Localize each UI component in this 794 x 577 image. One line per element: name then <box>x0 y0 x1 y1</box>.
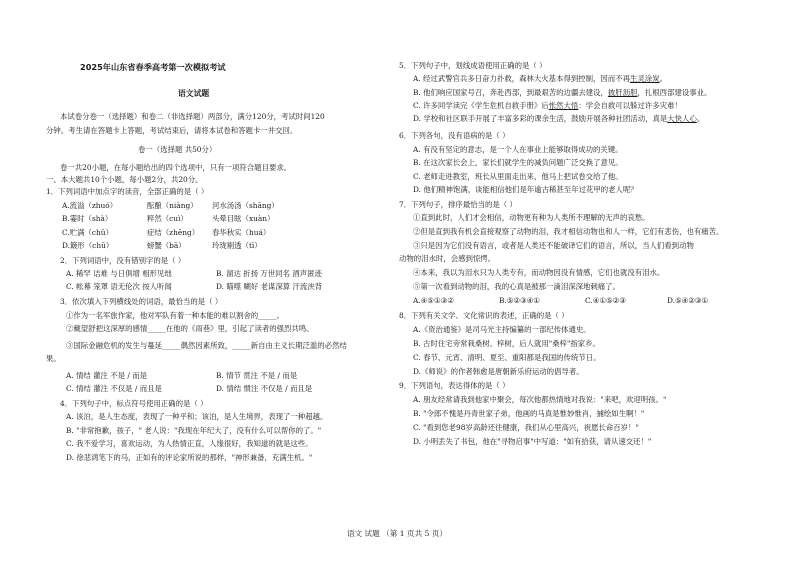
q2-stem: 2．下列词语中，没有错别字的是（ ） <box>60 256 186 265</box>
q9-option-a: A. 朋友经常请我到他家中聚会，每次他都热情地对我说："来吧，欢迎明孩。" <box>413 395 667 404</box>
q5-option-b: B. 他们响应国家号召，奔赴西部，到最艰苦的边疆去建设，披肝沥胆，扎根西部建设事业。 <box>413 88 712 97</box>
q5-stem: 5．下列句子中，划线成语使用正确的是（ ） <box>399 61 547 70</box>
q5-option-d: D. 学校和社区联手开展了丰富多彩的课余生活，鼓励开展各种社团活动，真是大快人心。 <box>413 114 705 123</box>
q1-stem: 1．下列词语中加点字的读音，全部正确的是（ ） <box>46 187 209 196</box>
q8-option-d: D.《师说》的作者韩愈是唐朝新乐府运动的倡导者。 <box>413 367 584 376</box>
subject-title: 语文试题 <box>178 89 210 98</box>
intro-line-1: 本试卷分卷一（选择题）和卷二（非选择题）两部分，满分120分，考试时间120 <box>60 112 325 121</box>
q7-line-6: ⑤第一次看到动物的泪，我的心真是被那一滴泪深深地刺痛了。 <box>413 282 620 291</box>
q2-option-c: C. 帐幕 笼罩 语无伦次 按人听闻 <box>66 282 172 291</box>
q6-option-b: B. 在这次家长会上，家长们就学生的减负问题广泛交换了意见。 <box>413 158 623 167</box>
q1-c-2: 症结（zhēng） <box>147 228 200 237</box>
q7-option-c: C.④①⑤②③ <box>585 296 626 305</box>
q9-option-d: D. 小明丢失了书包，他在"寻物启事"中写道："如有拾获，请从速交还！" <box>413 437 652 446</box>
q9-option-c: C. "看到您老98岁高龄还往健康，我们从心里高兴，祝愿长命百岁！" <box>413 423 639 432</box>
q7-line-3: ③只是因为它们没有语言，或者是人类还不能破译它们的语言，所以，当人们看到动物 <box>413 241 694 250</box>
q6-option-d: D. 他们精神饱满，谈能相信他们是年逾古稀甚至年过花甲的老人呢？ <box>413 185 638 194</box>
q2-option-d: D. 瞄噬 糊好 老谋深算 汗流浃背 <box>216 282 323 291</box>
part-heading: 一、本大题共10个小题，每小题2分，共20分。 <box>46 175 203 184</box>
q5-option-a: A. 经过武警官兵多日奋力扑救，森林大火基本得到控制，因而不再生灵涂炭。 <box>413 74 667 83</box>
q4-stem: 4．下列句子中，标点符号使用正确的是（ ） <box>60 399 208 408</box>
q1-a-1: A.流溢（zhuó） <box>62 201 118 210</box>
q3-line-3: ③国际金融危机的发生与蔓延_____偶然因素所致，_____新自由主义长期泛滥的必然结 <box>66 341 347 350</box>
q4-option-c: C. 我不爱学习，喜欢运动，为人热情正直，人缘很好，我知道的就是这些。 <box>66 439 313 448</box>
q9-option-b: B. "令郎不愧是丹青世家子弟，他画的马真是惟妙惟肖，捕绘如生啊！" <box>413 409 645 418</box>
q9-stem: 9．下列语句，表达得体的是（ ） <box>399 381 510 390</box>
q8-option-c: C. 春节、元宵、清明、夏至、重阳都是我国的传统节日。 <box>413 353 601 362</box>
q7-line-2: ②但是直到我有机会直接观察了动物的泪，我才相信动物也和人一样，它们有悲伤，也有痛苦。 <box>413 227 724 236</box>
q6-option-a: A. 有没有坚定的意志，是一个人在事业上能够取得成功的关键。 <box>413 145 623 154</box>
section-heading: 卷一（选择题 共50分） <box>138 145 217 154</box>
q8-option-a: A.《资治通鉴》是司马光主持编纂的一部纪传体通史。 <box>413 325 591 334</box>
q4-option-b: B. "非常抱歉，孩子，" 老人说："我现在年纪大了，没有什么可以帮你的了。" <box>66 426 322 435</box>
q3-option-a: A. 情结 灌注 不是 / 而是 <box>66 371 148 380</box>
q7-line-4: 动物的泪水时，会感到惊愕。 <box>399 254 496 263</box>
q1-a-3: 河水汤汤（shāng） <box>212 201 279 210</box>
q1-c-3: 春华秋实（huá） <box>212 228 271 237</box>
q1-b-3: 头晕目眩（xuàn） <box>212 214 275 223</box>
q3-option-d: D. 情结 惯注 不仅是 / 而且是 <box>216 384 313 393</box>
q7-line-5: ④本来，我以为泪水只为人类专有，而动物因没有情感，它们也就没有泪水。 <box>413 268 665 277</box>
q1-b-1: B.霎时（shà） <box>62 214 113 223</box>
q1-d-2: 螃蟹（bā） <box>147 241 186 250</box>
q7-option-d: D.⑤④②③① <box>667 296 709 305</box>
q1-c-1: C.贮满（chǔ） <box>62 228 113 237</box>
q7-option-b: B.⑤②③④① <box>499 296 540 305</box>
q8-option-b: B. 古时住宅旁常栽桑树、梓树，后人就用"桑梓"指家乡。 <box>413 339 600 348</box>
q3-line-1: ①作为一名军旅作家，他对军队有着一种本能的难以割舍的_____。 <box>66 311 285 320</box>
q4-option-a: A. 该泊，是人生态度，表现了一种平和；该泊，是人生境界，表现了一种超越。 <box>66 412 328 421</box>
q4-option-d: D. 徐悲鸿笔下的马，正如有的评论家所说的那样，"神形兼备，充满生机。" <box>66 453 313 462</box>
q1-a-2: 酝酿（niàng） <box>147 201 198 210</box>
q1-d-1: D.簸形（chū） <box>62 241 114 250</box>
page-footer: 语文 试题 （第 1 页共 5 页） <box>346 529 448 538</box>
q7-stem: 7．下列句子，排序最恰当的是（ ） <box>399 200 517 209</box>
q5-option-c: C. 许多同学读完《学生危机自救手册》后怅然大悟：学会自救可以躲过许多灾难！ <box>413 101 682 110</box>
q3-option-b: B. 情节 贯注 不是 / 而是 <box>216 371 298 380</box>
q8-stem: 8．下列有关文学、文化常识的表述，正确的是（ ） <box>399 311 569 320</box>
q3-line-4: 果。 <box>46 354 61 363</box>
section-desc: 卷一共20小题，在每小题给出的四个选项中，只有一项符合题目要求。 <box>60 163 292 172</box>
q1-b-2: 粹然（cuì） <box>147 214 188 223</box>
exam-title: 2025年山东省春季高考第一次模拟考试 <box>80 62 226 72</box>
q3-stem: 3．依次填入下列横线处的词语，最恰当的是（ ） <box>60 297 223 306</box>
q7-option-a: A.④⑤①③② <box>413 296 454 305</box>
q2-option-b: B. 溜达 折扬 万世同名 酒声匿迹 <box>216 269 322 278</box>
q3-option-c: C. 情结 灌注 不仅是 / 而且是 <box>66 384 162 393</box>
q3-line-2: ②戴望舒把这深厚的感情_____在他的《雨巷》里，引起了读者的强烈共鸣。 <box>66 324 314 333</box>
q6-option-c: C. 老师走进教室，班长从里面走出来，他马上把试卷交给了他。 <box>413 172 623 181</box>
q2-option-a: A. 稀罕 诘难 与日俱增 相形见绌 <box>66 269 172 278</box>
q1-d-3: 玲珑剔透（tī） <box>212 241 262 250</box>
intro-line-2: 分钟。考生请在答题卡上答题，考试结束后，请将本试卷和答题卡一并交回。 <box>46 126 298 135</box>
q6-stem: 6．下列各句，没有语病的是（ ） <box>399 131 510 140</box>
q7-line-1: ①直到此时，人们才会相信，动物更有种为人类所不理解的无声的哀愁。 <box>413 213 650 222</box>
